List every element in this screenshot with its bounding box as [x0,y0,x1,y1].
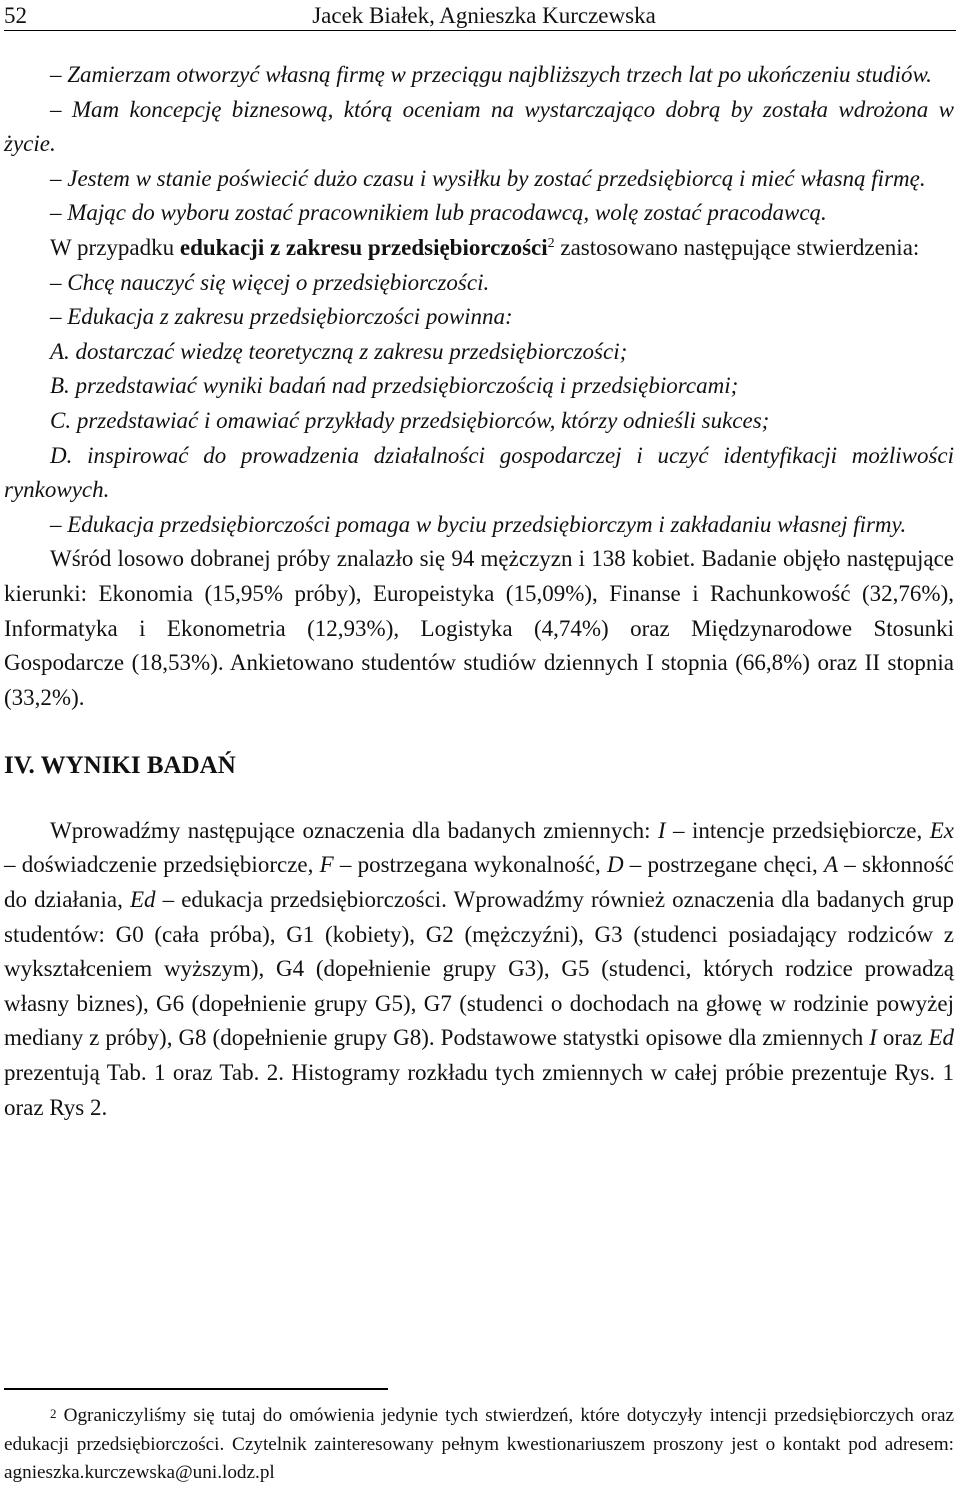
variable-symbol: Ed [129,887,156,913]
statement-item: – Mam koncepcję biznesową, którą oceniam na wystarczająco dobrą by została wdrożona w życie. [4,96,954,157]
footnote-separator [4,1388,388,1390]
results-text: prezentują Tab. 1 oraz Tab. 2. Histogramy rozkładu tych zmiennych w całej próbie prezentuje Rys. 1 oraz Rys 2. [4,1060,954,1120]
statement-subitem: B. przedstawiać wyniki badań nad przedsiębiorczością i przedsiębiorcami; [50,373,739,399]
sample-paragraph: Wśród losowo dobranej próby znalazło się 94 mężczyzn i 138 kobiet. Badanie objęło następujące kierunki: Ekonomia (15,95% próby), Europeistyka (15,09%), Finanse i Rachunkowość (32,76%), Informatyka i Ekonometria (12,93%), Logistyka (4,74%) oraz Międzynarodowe Stosunki Gospodarcze (18,53%). Ankietowano studentów studiów dziennych I stopnia (66,8%) oraz II stopnia (33,2%). [4,546,954,710]
footnote-ref: 2 [547,235,555,251]
statement-item: – Edukacja przedsiębiorczości pomaga w byciu przedsiębiorczym i zakładaniu własnej firmy. [50,511,907,537]
education-bold: edukacji z zakresu przedsiębiorczości [179,234,548,260]
results-text: – skłonność do działania, [4,852,955,913]
page-body [4,58,954,1125]
variable-symbol: I [657,817,666,843]
variable-symbol: Ed [928,1025,954,1051]
footnote [4,1402,954,1488]
variable-symbol: A [824,852,839,878]
footnote-number: 2 [50,1406,57,1421]
variable-symbol: I [869,1025,877,1051]
footnote-body: Ograniczyliśmy się tutaj do omówienia jedynie tych stwierdzeń, które dotyczyły intencji przedsiębiorczych oraz edukacji przedsiębiorczości. Czytelnik zainteresowany pełnym kwestionariuszem proszony jest o kontakt pod adresem: agnieszka.kurczewska@uni.lodz.pl [4,1405,954,1483]
running-header [4,0,956,31]
statement-subitem: D. inspirować do prowadzenia działalności gospodarczej i uczyć identyfikacji możliwości rynkowych. [4,442,954,503]
section-heading: IV. WYNIKI BADAŃ [4,752,236,780]
statement-item: – Jestem w stanie poświecić dużo czasu i wysiłku by zostać przedsiębiorcą i mieć własną firmę. [50,165,926,191]
education-text: W przypadku [50,234,180,260]
results-text: – edukacja przedsiębiorczości. Wprowadźmy również oznaczenia dla badanych grup studentów: G0 (cała próba), G1 (kobiety), G2 (mężczyźni), G3 (studenci posiadający rodziców z wykształceniem wyższym), G4 (dopełnienie grupy G3), G5 (studenci, których rodzice prowadzą własny biznes), G6 (dopełnienie grupy G5), G7 (studenci o dochodach na głowę w rodzinie powyżej mediany z próby), G8 (dopełnienie grupy G8). Podstawowe statystki opisowe dla zmiennych [4,887,954,1051]
results-text: – intencje przedsiębiorcze, [665,817,930,843]
results-text: – doświadczenie przedsiębiorcze, [4,852,320,878]
page-number: 52 [4,3,27,28]
results-text: Wprowadźmy następujące oznaczenia dla badanych zmiennych: [50,817,658,843]
education-paragraph [4,231,954,266]
variable-symbol: Ex [929,817,954,843]
statement-item: – Chcę nauczyć się więcej o przedsiębiorczości. [50,269,490,295]
results-text: – postrzegana wykonalność, [333,852,607,878]
statement-item: – Edukacja z zakresu przedsiębiorczości powinna: [50,304,513,330]
statement-subitem: A. dostarczać wiedzę teoretyczną z zakresu przedsiębiorczości; [50,338,628,364]
variable-symbol: D [606,852,624,878]
statement-item: – Mając do wyboru zostać pracownikiem lub pracodawcą, wolę zostać pracodawcą. [50,200,827,226]
running-header-authors: Jacek Białek, Agnieszka Kurczewska [312,3,656,28]
results-paragraph [4,814,954,1125]
results-text: oraz [876,1025,929,1051]
footnote-text [4,1402,954,1488]
variable-symbol: F [319,852,334,878]
statement-subitem: C. przedstawiać i omawiać przykłady przedsiębiorców, którzy odnieśli sukces; [50,407,770,433]
statement-item: – Zamierzam otworzyć własną firmę w przeciągu najbliższych trzech lat po ukończeniu studiów. [50,62,932,87]
education-text: zastosowano następujące stwierdzenia: [554,234,920,260]
results-text: – postrzegane chęci, [623,852,825,878]
